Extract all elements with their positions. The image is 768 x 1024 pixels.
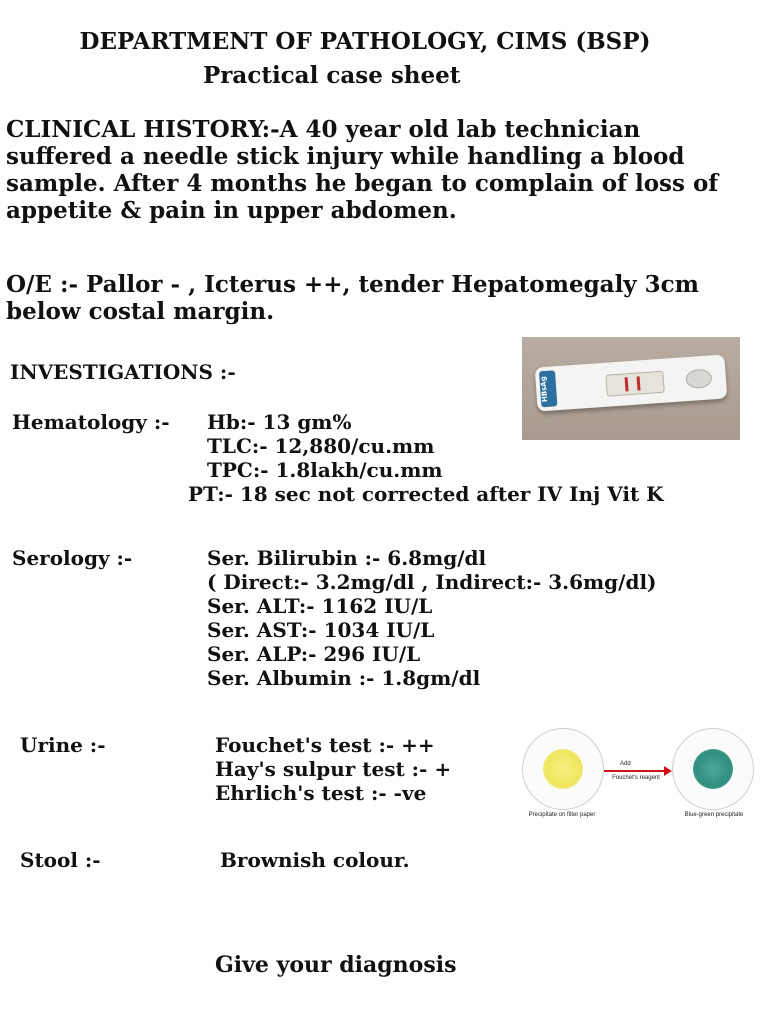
urine-item: Hay's sulpur test :- +	[215, 757, 452, 781]
serology-label: Serology :-	[12, 546, 133, 570]
left-caption: Precipitate on filter paper	[528, 812, 596, 818]
serology-item: Ser. ALT:- 1162 IU/L	[207, 594, 433, 618]
hematology-item: TLC:- 12,880/cu.mm	[207, 434, 435, 458]
on-examination: O/E :- Pallor - , Icterus ++, tender Hepatomegaly 3cm below costal margin.	[6, 271, 700, 325]
cassette-label: HBsAg	[539, 370, 557, 407]
diagnosis-prompt: Give your diagnosis	[215, 952, 457, 978]
serology-item: Ser. Albumin :- 1.8gm/dl	[207, 666, 481, 690]
result-window	[605, 371, 664, 397]
sample-well	[685, 368, 712, 389]
test-band	[637, 376, 641, 390]
reagent-label: Fouchet's reagent	[612, 775, 660, 781]
department-title: DEPARTMENT OF PATHOLOGY, CIMS (BSP)	[79, 28, 651, 55]
clinical-history: CLINICAL HISTORY:-A 40 year old lab technician suffered a needle stick injury while handling a blood sample. After 4 months he began to complain of loss of appetite & pain in upper abdomen.	[6, 116, 719, 224]
bluegreen-spot	[693, 749, 733, 789]
serology-item: Ser. Bilirubin :- 6.8mg/dl	[207, 546, 487, 570]
stool-value: Brownish colour.	[220, 848, 410, 872]
hematology-item: Hb:- 13 gm%	[207, 410, 352, 434]
stool-label: Stool :-	[20, 848, 101, 872]
right-caption: Blue-green precipitate	[684, 812, 744, 818]
fouchet-test-diagram	[520, 728, 760, 838]
control-band	[625, 377, 629, 391]
arrow-icon	[604, 770, 666, 772]
urine-item: Ehrlich's test :- -ve	[215, 781, 427, 805]
serology-item: ( Direct:- 3.2mg/dl , Indirect:- 3.6mg/dl)	[207, 570, 657, 594]
urine-item: Fouchet's test :- ++	[215, 733, 435, 757]
hematology-label: Hematology :-	[12, 410, 170, 434]
investigations-heading: INVESTIGATIONS :-	[10, 360, 236, 384]
hematology-item: PT:- 18 sec not corrected after IV Inj Vit K	[188, 482, 664, 506]
hbsag-test-photo	[522, 337, 740, 440]
yellow-spot	[543, 749, 583, 789]
hbsag-cassette	[535, 354, 728, 411]
filter-paper-bluegreen	[672, 728, 754, 810]
hematology-item: TPC:- 1.8lakh/cu.mm	[207, 458, 443, 482]
serology-item: Ser. AST:- 1034 IU/L	[207, 618, 435, 642]
urine-label: Urine :-	[20, 733, 106, 757]
filter-paper-yellow	[522, 728, 604, 810]
arrow-label: Add	[620, 761, 631, 767]
serology-item: Ser. ALP:- 296 IU/L	[207, 642, 421, 666]
case-sheet-subtitle: Practical case sheet	[203, 62, 461, 89]
